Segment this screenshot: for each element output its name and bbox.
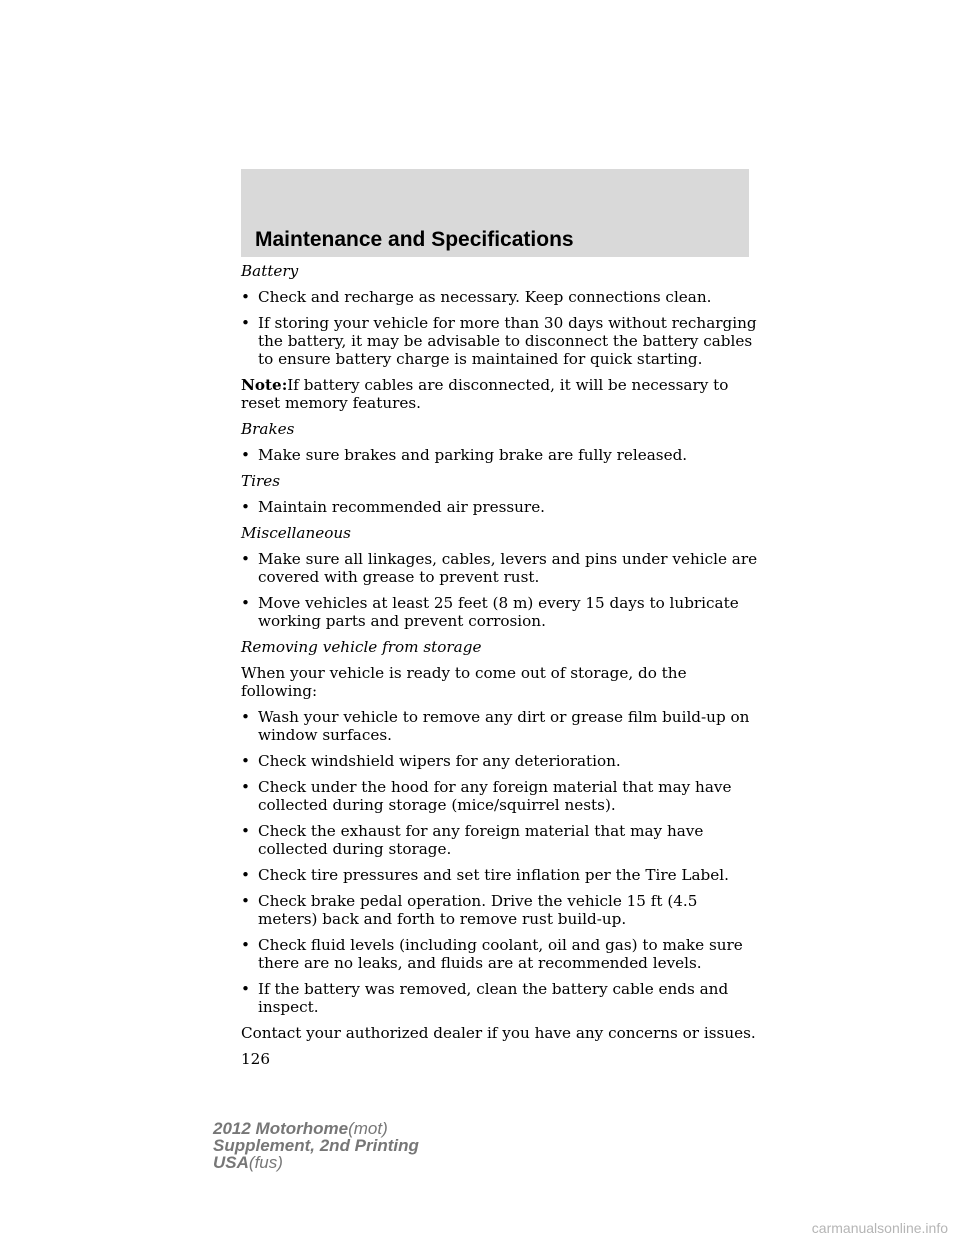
bullet-icon: • (241, 288, 250, 306)
bullet-icon: • (241, 822, 250, 840)
list-item: • Maintain recommended air pressure. (241, 498, 546, 516)
page-content (241, 262, 761, 1068)
list-item: • Check brake pedal operation. Drive the vehicle 15 ft (4.5 meters) back and forth to remove rust build-up. (241, 892, 698, 928)
bullet-icon: • (241, 866, 250, 884)
bullet-icon: • (241, 752, 250, 770)
bullet-icon: • (241, 446, 250, 464)
brakes-heading: Brakes (241, 420, 295, 438)
list-item: • Check fluid levels (including coolant, oil and gas) to make sure there are no leaks, and fluids are at recommended levels. (241, 936, 743, 972)
list-item: • Check under the hood for any foreign material that may have collected during storage (mice/squirrel nests). (241, 778, 732, 814)
watermark: carmanualsonline.info (811, 1220, 948, 1236)
footer-line-2: Supplement, 2nd Printing (213, 1136, 419, 1155)
battery-heading: Battery (241, 262, 299, 280)
list-item: • Check and recharge as necessary. Keep connections clean. (241, 288, 712, 306)
bullet-icon: • (241, 778, 250, 796)
list-item: • Check windshield wipers for any deterioration. (241, 752, 621, 770)
bullet-icon: • (241, 594, 250, 612)
list-item: • Make sure all linkages, cables, levers and pins under vehicle are covered with grease to prevent rust. (241, 550, 758, 586)
battery-note (241, 376, 761, 412)
section-header-bar (241, 169, 749, 257)
removing-heading: Removing vehicle from storage (241, 638, 482, 656)
list-item: • Check tire pressures and set tire inflation per the Tire Label. (241, 866, 729, 884)
tires-heading: Tires (241, 472, 281, 490)
note-label: Note: (241, 376, 288, 394)
bullet-icon: • (241, 550, 250, 568)
bullet-icon: • (241, 708, 250, 726)
list-item: • If the battery was removed, clean the battery cable ends and inspect. (241, 980, 729, 1016)
footer-line-3: USA(fus) (213, 1153, 283, 1172)
bullet-icon: • (241, 936, 250, 954)
closing-text: Contact your authorized dealer if you have any concerns or issues. (241, 1024, 756, 1042)
list-item: • Move vehicles at least 25 feet (8 m) every 15 days to lubricate working parts and prevent corrosion. (241, 594, 739, 630)
bullet-icon: • (241, 498, 250, 516)
footer-line-1: 2012 Motorhome(mot) (213, 1119, 388, 1138)
list-item: • Make sure brakes and parking brake are fully released. (241, 446, 688, 464)
removing-intro: When your vehicle is ready to come out of storage, do the following: (241, 664, 687, 700)
bullet-icon: • (241, 892, 250, 910)
print-footer (213, 1120, 419, 1171)
page-number: 126 (241, 1050, 270, 1068)
misc-heading: Miscellaneous (241, 524, 351, 542)
bullet-icon: • (241, 314, 250, 332)
list-item: • Wash your vehicle to remove any dirt or grease film build-up on window surfaces. (241, 708, 750, 744)
section-title: Maintenance and Specifications (255, 228, 574, 251)
list-item: • Check the exhaust for any foreign material that may have collected during storage. (241, 822, 704, 858)
note-text: If battery cables are disconnected, it will be necessary to reset memory features. (241, 376, 729, 412)
bullet-icon: • (241, 980, 250, 998)
list-item: • If storing your vehicle for more than 30 days without recharging the battery, it may be advisable to disconnect the battery cables to ensure battery charge is maintained for quick starting. (241, 314, 757, 368)
